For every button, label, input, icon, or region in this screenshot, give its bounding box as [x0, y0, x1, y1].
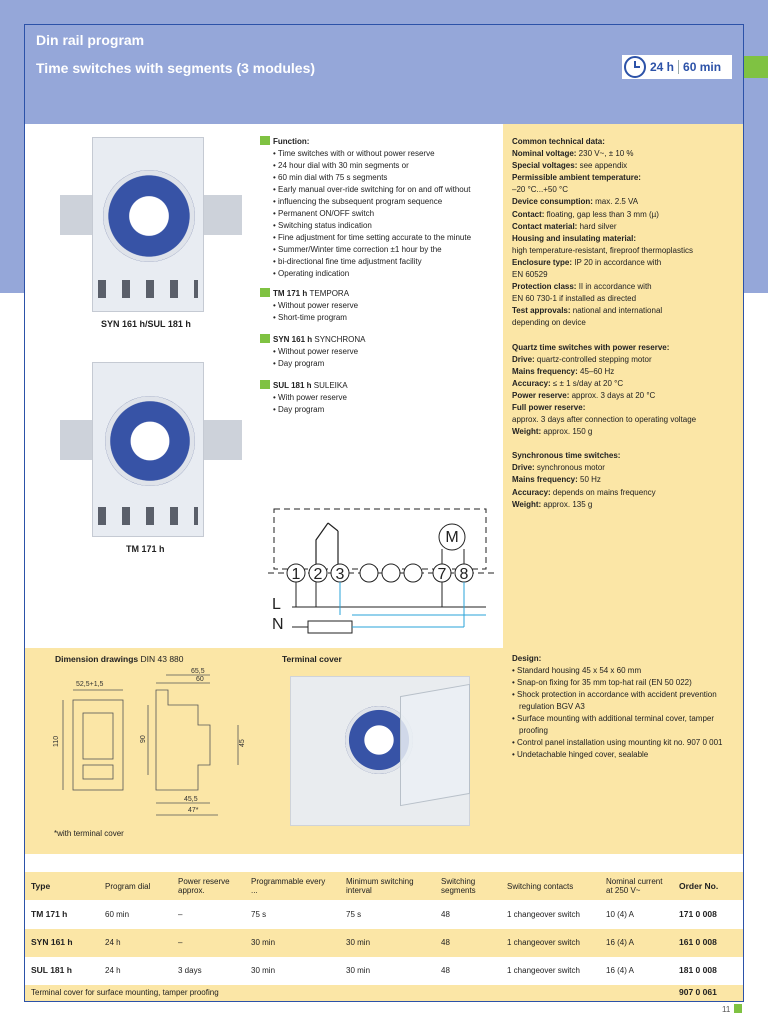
column-header: Order No.: [679, 881, 719, 891]
model-code: SYN 161 h: [273, 335, 313, 344]
badge-24h: 24 h: [650, 60, 675, 74]
model-feature: • Without power reserve: [260, 300, 500, 312]
svg-text:110: 110: [53, 735, 60, 747]
spec-label: Full power reserve:: [512, 402, 586, 412]
green-bullet-icon: [260, 136, 270, 145]
spec-value: approx. 150 g: [541, 427, 593, 437]
table-cell: –: [178, 909, 183, 919]
function-item: • 24 hour dial with 30 min segments or: [260, 160, 500, 172]
spec-label: Weight:: [512, 499, 542, 509]
svg-text:2: 2: [313, 566, 323, 583]
model-feature: • With power reserve: [260, 392, 500, 404]
table-cell: 3 days: [178, 965, 202, 975]
spec-line: [512, 136, 736, 148]
design-item: • Undetachable hinged cover, sealable: [512, 749, 736, 761]
svg-text:M: M: [445, 529, 459, 546]
spec-value: IP 20 in accordance with: [572, 257, 662, 267]
spec-value: II in accordance with: [576, 282, 652, 292]
product-caption-2: TM 171 h: [126, 544, 165, 554]
design-item: • Surface mounting with additional terminal cover, tamper proofing: [512, 713, 736, 737]
table-cell: 30 min: [251, 965, 276, 975]
model-list: [260, 288, 500, 416]
spec-line: [512, 462, 736, 474]
svg-text:8: 8: [459, 566, 469, 583]
svg-text:45,5: 45,5: [184, 796, 198, 803]
table-cell: 48: [441, 909, 450, 919]
spec-line: [512, 487, 736, 499]
table-cell: 60 min: [105, 909, 130, 919]
spec-label: Contact:: [512, 209, 545, 219]
spec-label: Mains frequency:: [512, 475, 578, 485]
page-number: 11: [722, 1005, 731, 1014]
footer-label: Terminal cover for surface mounting, tamper proofing: [31, 987, 219, 997]
section-tab: [744, 56, 768, 78]
spec-value: depends on mains frequency: [550, 487, 656, 497]
spec-label: Test approvals:: [512, 306, 571, 316]
spec-value: hard silver: [577, 221, 617, 231]
model-heading: [260, 380, 500, 392]
dimension-title: Dimension drawings DIN 43 880: [55, 654, 184, 664]
spec-line: [512, 305, 736, 317]
spec-value: 50 Hz: [577, 475, 601, 485]
dimension-drawing: [48, 665, 248, 825]
spec-label: Special voltages:: [512, 161, 578, 171]
table-cell: 75 s: [346, 909, 362, 919]
spec-line: [512, 160, 736, 172]
design-item: • Snap-on fixing for 35 mm top-hat rail (EN 50 022): [512, 677, 736, 689]
spec-label: Protection class:: [512, 282, 577, 292]
model-block: [260, 334, 500, 370]
spec-line: [512, 354, 736, 366]
spec-label: Housing and insulating material:: [512, 233, 637, 243]
spec-line: [512, 317, 736, 329]
table-cell: 1 changeover switch: [507, 965, 580, 975]
design-item: • Control panel installation using mounting kit no. 907 0 001: [512, 737, 736, 749]
spec-line: [512, 184, 736, 196]
model-feature: • Short-time program: [260, 312, 500, 324]
model-heading: [260, 334, 500, 346]
spec-label: Accuracy:: [512, 378, 551, 388]
section-title: Din rail program: [36, 32, 145, 48]
spec-value: floating, gap less than 3 mm (µ): [544, 209, 659, 219]
green-bullet-icon: [260, 380, 270, 389]
spec-value: 230 V~, ± 10 %: [576, 149, 634, 159]
column-header: Programmable every ...: [251, 877, 326, 895]
table-cell: 48: [441, 937, 450, 947]
synchronous-data: [512, 450, 736, 510]
svg-text:3: 3: [335, 566, 345, 583]
model-name: TEMPORA: [309, 289, 350, 298]
spec-line: [512, 342, 736, 354]
order-table: [25, 872, 743, 1000]
table-cell: 1 changeover switch: [507, 937, 580, 947]
model-feature: • Without power reserve: [260, 346, 500, 358]
spec-line: [512, 450, 736, 462]
table-cell: 16 (4) A: [606, 965, 635, 975]
model-heading: [260, 288, 500, 300]
spec-line: [512, 378, 736, 390]
model-feature: • Day program: [260, 358, 500, 370]
design-list: [512, 665, 736, 761]
function-item: • bi-directional fine time adjustment facility: [260, 256, 500, 268]
table-header: [25, 872, 743, 900]
table-cell: 30 min: [251, 937, 276, 947]
spec-line: [512, 209, 736, 221]
table-cell: SUL 181 h: [31, 965, 72, 975]
spec-value: ≤ ± 1 s/day at 20 °C: [550, 378, 624, 388]
table-cell: 24 h: [105, 937, 121, 947]
spec-value: EN 60529: [512, 270, 548, 280]
table-cell: 1 changeover switch: [507, 909, 580, 919]
model-features: [260, 346, 500, 370]
design-section: [512, 653, 736, 761]
badge-60min: 60 min: [678, 60, 725, 74]
function-section: [260, 136, 500, 426]
common-technical-data: [512, 136, 736, 330]
function-item: • Permanent ON/OFF switch: [260, 208, 500, 220]
table-row: [25, 900, 743, 928]
spec-line: [512, 474, 736, 486]
spec-label: Nominal voltage:: [512, 149, 577, 159]
svg-text:1: 1: [291, 566, 301, 583]
svg-text:65,5: 65,5: [191, 668, 205, 675]
spec-label: Drive:: [512, 354, 535, 364]
model-block: [260, 288, 500, 324]
function-item: • influencing the subsequent program sequence: [260, 196, 500, 208]
footer-order-no: 907 0 061: [679, 987, 717, 997]
page-marker: [734, 1004, 742, 1013]
spec-label: Mains frequency:: [512, 366, 578, 376]
function-item: • Switching status indication: [260, 220, 500, 232]
spec-value: high temperature-resistant, fireproof thermoplastics: [512, 245, 693, 255]
spec-value: –20 °C...+50 °C: [512, 185, 568, 195]
wiring-diagram: [268, 505, 498, 645]
table-cell: 161 0 008: [679, 937, 717, 947]
spec-line: [512, 426, 736, 438]
table-cell: 181 0 008: [679, 965, 717, 975]
spec-line: [512, 366, 736, 378]
spec-value: approx. 135 g: [541, 499, 593, 509]
terminal-cover-title: Terminal cover: [282, 654, 342, 664]
design-item: • Shock protection in accordance with accident prevention regulation BGV A3: [512, 689, 736, 713]
spec-line: [512, 221, 736, 233]
spec-value: depending on device: [512, 318, 586, 328]
table-cell: 30 min: [346, 937, 371, 947]
model-code: SUL 181 h: [273, 381, 312, 390]
spec-line: [512, 281, 736, 293]
column-header: Program dial: [105, 881, 151, 891]
spec-label: Device consumption:: [512, 197, 593, 207]
table-footer-row: [25, 984, 743, 1000]
spec-line: [512, 233, 736, 245]
table-row: [25, 956, 743, 984]
spec-line: [512, 245, 736, 257]
spec-label: Accuracy:: [512, 487, 551, 497]
spec-value: see appendix: [577, 161, 628, 171]
spec-value: quartz-controlled stepping motor: [534, 354, 652, 364]
function-item: • Operating indication: [260, 268, 500, 280]
spec-line: [512, 414, 736, 426]
function-item: • Time switches with or without power reserve: [260, 148, 500, 160]
table-cell: SYN 161 h: [31, 937, 73, 947]
spec-line: [512, 293, 736, 305]
spec-line: [512, 269, 736, 281]
spec-label: Quartz time switches with power reserve:: [512, 342, 670, 352]
spec-label: Contact material:: [512, 221, 578, 231]
function-list: [260, 148, 500, 280]
model-code: TM 171 h: [273, 289, 308, 298]
table-cell: 30 min: [346, 965, 371, 975]
spec-label: Synchronous time switches:: [512, 451, 621, 461]
design-item: • Standard housing 45 x 54 x 60 mm: [512, 665, 736, 677]
spec-value: approx. 3 days after connection to operating voltage: [512, 415, 697, 425]
model-block: [260, 380, 500, 416]
spec-line: [512, 390, 736, 402]
spec-line: [512, 499, 736, 511]
spec-value: EN 60 730-1 if installed as directed: [512, 294, 637, 304]
svg-text:47*: 47*: [188, 807, 199, 814]
model-name: SULEIKA: [313, 381, 348, 390]
spec-value: national and international: [570, 306, 663, 316]
column-header: Switching contacts: [507, 881, 574, 891]
green-bullet-icon: [260, 334, 270, 343]
spec-label: Drive:: [512, 463, 535, 473]
technical-data: [512, 136, 736, 511]
spec-line: [512, 402, 736, 414]
svg-text:L: L: [272, 596, 281, 613]
table-row: [25, 928, 743, 956]
table-cell: 48: [441, 965, 450, 975]
table-cell: 75 s: [251, 909, 267, 919]
svg-text:7: 7: [437, 566, 447, 583]
spec-label: Power reserve:: [512, 390, 570, 400]
function-item: • Fine adjustment for time setting accurate to the minute: [260, 232, 500, 244]
product-caption-1: SYN 161 h/SUL 181 h: [101, 319, 191, 329]
function-item: • Early manual over-ride switching for on and off without: [260, 184, 500, 196]
svg-text:90: 90: [140, 735, 147, 743]
column-header: Switching segments: [441, 877, 476, 895]
svg-text:52,5+1,5: 52,5+1,5: [76, 681, 104, 688]
spec-line: [512, 257, 736, 269]
column-header: Minimum switching interval: [346, 877, 414, 895]
terminal-cover-note: *with terminal cover: [54, 829, 124, 838]
svg-text:60: 60: [196, 676, 204, 683]
function-item: • Summer/Winter time correction ±1 hour by the: [260, 244, 500, 256]
spec-value: max. 2.5 VA: [592, 197, 639, 207]
svg-text:45: 45: [239, 739, 246, 747]
spec-label: Enclosure type:: [512, 257, 573, 267]
spec-line: [512, 172, 736, 184]
model-feature: • Day program: [260, 404, 500, 416]
model-features: [260, 392, 500, 416]
spec-line: [512, 196, 736, 208]
table-cell: 10 (4) A: [606, 909, 635, 919]
spec-label: Permissible ambient temperature:: [512, 173, 641, 183]
clock-icon: [624, 56, 646, 78]
column-header: Power reserve approx.: [178, 877, 230, 895]
page-title: Time switches with segments (3 modules): [36, 60, 316, 76]
table-cell: –: [178, 937, 183, 947]
design-heading: Design:: [512, 654, 542, 663]
green-bullet-icon: [260, 288, 270, 297]
table-cell: 24 h: [105, 965, 121, 975]
model-features: [260, 300, 500, 324]
table-cell: 16 (4) A: [606, 937, 635, 947]
table-cell: TM 171 h: [31, 909, 68, 919]
spec-line: [512, 148, 736, 160]
quartz-data: [512, 342, 736, 439]
table-cell: 171 0 008: [679, 909, 717, 919]
spec-label: Weight:: [512, 427, 542, 437]
spec-label: Common technical data:: [512, 137, 605, 146]
spec-value: synchronous motor: [534, 463, 605, 473]
column-header: Type: [31, 881, 51, 891]
function-heading: Function:: [273, 137, 310, 146]
spec-value: approx. 3 days at 20 °C: [569, 390, 656, 400]
function-item: • 60 min dial with 75 s segments: [260, 172, 500, 184]
program-badge: [622, 55, 732, 79]
spec-value: 45–60 Hz: [577, 366, 615, 376]
column-header: Nominal current at 250 V~: [606, 877, 663, 895]
model-name: SYNCHRONA: [314, 335, 366, 344]
svg-text:N: N: [272, 616, 284, 633]
